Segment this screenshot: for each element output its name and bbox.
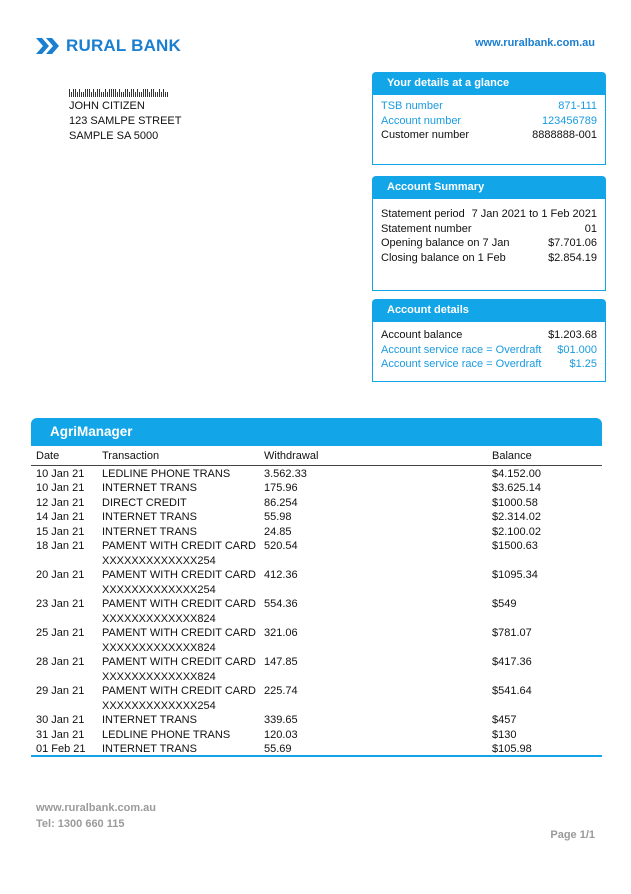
cell-withdrawal: 520.54 [264, 540, 298, 552]
row-value: 8888888-001 [532, 129, 597, 141]
table-row [31, 510, 602, 525]
header-divider [31, 465, 602, 466]
customer-number-row [381, 128, 597, 143]
cell-balance: $1095.34 [492, 569, 538, 581]
cell-withdrawal: 554.36 [264, 598, 298, 610]
row-label: Statement period [381, 208, 465, 220]
cell-date: 25 Jan 21 [36, 627, 85, 639]
transaction-description: PAMENT WITH CREDIT CARD [102, 569, 257, 581]
cell-date: 28 Jan 21 [36, 656, 85, 668]
cell-transaction [102, 684, 256, 713]
transaction-description: INTERNET TRANS [102, 482, 197, 494]
row-value: 7 Jan 2021 to 1 Feb 2021 [471, 208, 597, 220]
details-panel [372, 72, 606, 165]
row-value: $1.203.68 [548, 329, 597, 341]
row-value: $2.854.19 [548, 251, 597, 264]
table-row [31, 467, 602, 482]
statement-number-row [381, 222, 597, 237]
cell-transaction [102, 626, 256, 655]
page-number: Page 1/1 [550, 829, 595, 841]
cell-date: 10 Jan 21 [36, 467, 85, 480]
cell-balance: $3.625.14 [492, 482, 541, 494]
transaction-description: DIRECT CREDIT [102, 496, 187, 509]
table-row [31, 684, 602, 713]
cell-date: 31 Jan 21 [36, 728, 85, 741]
col-header-withdrawal: Withdrawal [264, 450, 319, 462]
table-row [31, 496, 602, 511]
cell-balance: $130 [492, 728, 517, 741]
row-label: Account number [381, 114, 462, 127]
table-row [31, 713, 602, 728]
row-label: Statement number [381, 222, 472, 235]
cell-transaction [102, 525, 197, 540]
transaction-description: PAMENT WITH CREDIT CARD [102, 540, 257, 552]
cell-date: 01 Feb 21 [36, 743, 86, 755]
cell-withdrawal: 24.85 [264, 525, 292, 538]
transaction-description: INTERNET TRANS [102, 743, 197, 755]
cell-date: 18 Jan 21 [36, 540, 85, 552]
double-chevron-icon [36, 36, 62, 56]
cell-balance: $1500.63 [492, 540, 538, 552]
row-label: Account balance [381, 329, 463, 341]
cell-transaction [102, 481, 197, 496]
summary-panel [372, 176, 606, 291]
cell-date: 29 Jan 21 [36, 685, 85, 697]
cell-withdrawal: 3.562.33 [264, 467, 307, 480]
col-header-date: Date [36, 450, 60, 462]
col-header-balance: Balance [492, 450, 532, 462]
row-value: $01.000 [557, 343, 597, 356]
cell-balance: $105.98 [492, 743, 532, 755]
cell-date: 23 Jan 21 [36, 598, 85, 610]
cell-transaction [102, 597, 256, 626]
table-row [31, 525, 602, 540]
transaction-description: INTERNET TRANS [102, 714, 197, 726]
cell-withdrawal: 86.254 [264, 496, 298, 509]
cell-transaction [102, 655, 256, 684]
cell-withdrawal: 55.98 [264, 511, 292, 523]
card-number: XXXXXXXXXXXXX254 [102, 699, 216, 712]
service-rate-row [381, 343, 597, 358]
cell-balance: $549 [492, 598, 517, 610]
cell-date: 15 Jan 21 [36, 525, 85, 538]
cell-transaction [102, 568, 256, 597]
row-label: TSB number [381, 100, 443, 112]
cell-balance: $417.36 [492, 656, 532, 668]
row-label: Customer number [381, 129, 470, 141]
col-header-transaction: Transaction [102, 450, 160, 462]
transaction-description: PAMENT WITH CREDIT CARD [102, 685, 257, 697]
cell-withdrawal: 120.03 [264, 728, 298, 741]
address-line: JOHN CITIZEN [69, 100, 145, 112]
transaction-description: LEDLINE PHONE TRANS [102, 467, 231, 480]
bank-name: RURAL BANK [66, 36, 182, 55]
address-line: SAMPLE SA 5000 [69, 130, 159, 142]
details-panel-title: Your details at a glance [372, 72, 606, 95]
table-row [31, 655, 602, 684]
cell-withdrawal: 321.06 [264, 627, 298, 639]
table-row [31, 481, 602, 496]
account-details-panel-title: Account details [372, 299, 606, 322]
table-row [31, 539, 602, 568]
cell-balance: $781.07 [492, 627, 532, 639]
cell-date: 14 Jan 21 [36, 511, 85, 523]
transactions-table [31, 449, 602, 757]
footer-website-link[interactable]: www.ruralbank.com.au [36, 802, 157, 814]
cell-date: 10 Jan 21 [36, 482, 85, 494]
cell-balance: $2.100.02 [492, 525, 541, 538]
account-balance-row [381, 328, 597, 343]
transaction-description: PAMENT WITH CREDIT CARD [102, 656, 257, 668]
header-website-link[interactable]: www.ruralbank.com.au [474, 37, 595, 49]
table-row [31, 728, 602, 743]
account-details-panel [372, 299, 606, 382]
row-value: $1.25 [569, 358, 597, 370]
table-bottom-rule [31, 755, 602, 757]
cell-date: 12 Jan 21 [36, 496, 85, 509]
row-label: Account service race = Overdraft [381, 358, 542, 370]
cell-balance: $2.314.02 [492, 511, 541, 523]
table-header [31, 449, 602, 464]
table-row [31, 568, 602, 597]
cell-transaction [102, 496, 187, 511]
account-number-row [381, 114, 597, 129]
transaction-description: PAMENT WITH CREDIT CARD [102, 598, 257, 610]
card-number: XXXXXXXXXXXXX824 [102, 641, 216, 654]
statement-period-row [381, 207, 597, 222]
cell-withdrawal: 147.85 [264, 656, 298, 668]
closing-balance-row [381, 251, 597, 266]
card-number: XXXXXXXXXXXXX254 [102, 554, 216, 567]
cell-transaction [102, 539, 256, 568]
row-value: 871-111 [558, 100, 597, 112]
customer-address [69, 99, 182, 144]
cell-balance: $1000.58 [492, 496, 538, 509]
card-number: XXXXXXXXXXXXX824 [102, 612, 216, 625]
footer-contact [36, 800, 156, 832]
opening-balance-row [381, 236, 597, 251]
row-label: Opening balance on 7 Jan [381, 237, 510, 249]
cell-balance: $457 [492, 714, 517, 726]
transaction-description: LEDLINE PHONE TRANS [102, 728, 231, 741]
tsb-number-row [381, 99, 597, 114]
cell-transaction [102, 713, 197, 728]
row-value: 01 [584, 222, 597, 235]
cell-date: 20 Jan 21 [36, 569, 85, 581]
footer-phone: Tel: 1300 660 115 [36, 818, 125, 830]
cell-balance: $4.152.00 [492, 467, 541, 480]
cell-transaction [102, 728, 230, 743]
row-label: Closing balance on 1 Feb [381, 251, 506, 264]
cell-withdrawal: 412.36 [264, 569, 298, 581]
cell-transaction [102, 467, 230, 482]
address-line: 123 SAMLPE STREET [69, 115, 182, 127]
card-number: XXXXXXXXXXXXX824 [102, 670, 216, 683]
cell-date: 30 Jan 21 [36, 714, 85, 726]
cell-withdrawal: 225.74 [264, 685, 298, 697]
service-rate-row [381, 357, 597, 372]
bank-logo [36, 35, 181, 57]
table-row [31, 597, 602, 626]
cell-withdrawal: 175.96 [264, 482, 298, 494]
cell-withdrawal: 339.65 [264, 714, 298, 726]
transaction-description: INTERNET TRANS [102, 525, 197, 538]
section-title: AgriManager [31, 418, 602, 446]
cell-transaction [102, 510, 197, 525]
postal-barcode [69, 89, 169, 97]
cell-withdrawal: 55.69 [264, 743, 292, 755]
row-label: Account service race = Overdraft [381, 343, 542, 356]
table-row [31, 626, 602, 655]
transaction-description: PAMENT WITH CREDIT CARD [102, 627, 257, 639]
row-value: 123456789 [541, 114, 597, 127]
transaction-description: INTERNET TRANS [102, 511, 197, 523]
card-number: XXXXXXXXXXXXX254 [102, 583, 216, 596]
summary-panel-title: Account Summary [372, 176, 606, 199]
cell-balance: $541.64 [492, 685, 532, 697]
row-value: $7.701.06 [548, 237, 597, 249]
